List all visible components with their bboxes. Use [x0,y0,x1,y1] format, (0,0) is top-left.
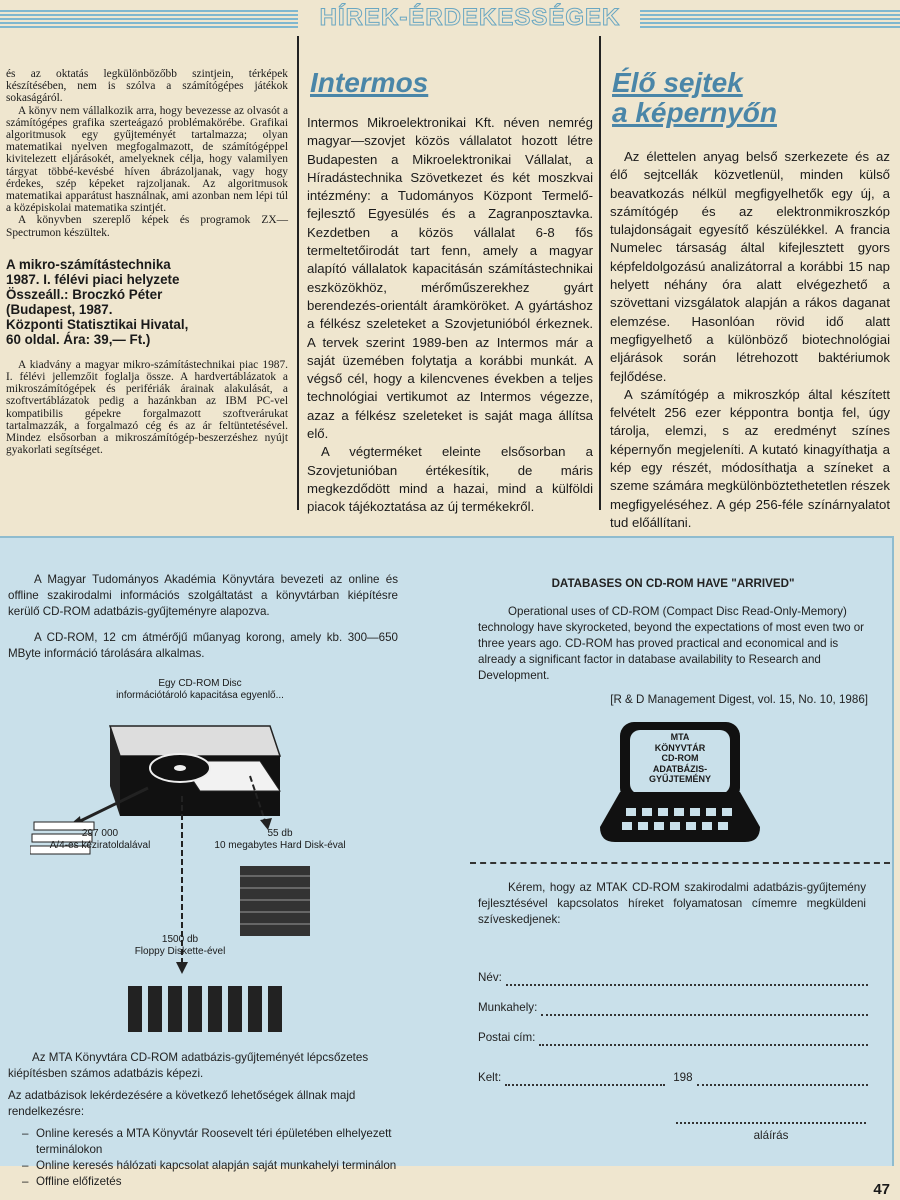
ad-intro [8,572,398,662]
book-heading [6,257,288,347]
signature-line[interactable] [676,1122,866,1124]
label-line: 10 megabytes Hard Disk-éval [214,840,346,851]
workplace-field[interactable] [541,1004,868,1016]
advert-box [0,536,894,1188]
page-number: 47 [873,1181,890,1198]
label-floppy [90,934,270,958]
field-label-date: Kelt: [478,1071,502,1084]
screen-line: MTA [670,732,690,742]
name-field[interactable] [506,974,868,986]
date-place-field[interactable] [505,1074,665,1086]
label-line: 55 db [267,828,293,839]
paragraph: A végterméket eleinte elsősorban a Szovjetunióban értékesítik, de máris megkezdődött mind a hazai, mind a külföldi piacok tájékoztatása az új termékekről. [307,444,593,515]
book-heading-line: 1987. I. félévi piaci helyzete [6,271,180,287]
book-heading-line: (Budapest, 1987. [6,301,113,317]
section-title: HÍREK-ÉRDEKESSÉGEK [319,4,621,31]
list-item-text: Offline előfizetés [36,1175,122,1188]
form-row-address [478,1030,868,1046]
label-line: 297 000 [81,828,119,839]
quote-title: DATABASES ON CD-ROM HAVE "ARRIVED" [551,577,795,590]
screen-line: CD-ROM [661,753,699,763]
paragraph: A könyvben szereplő képek és programok ZX—Spectrumon készültek. [6,214,288,239]
year-prefix: 198 [673,1071,693,1084]
paragraph: A kiadvány a magyar mikro-számítástechnikai piac 1987. I. félévi jellemzőit foglalja össze. A hardvertáblázatok a mikroszámítógépek és perifériák árainak alakulását, a szoftvertáblázatok pedig a hazánkban az IBM PC-vel kompatibilis gépekre forgalmazott szoftverárukat tartalmazzák, a forgalmazó cég és az ár feltüntetésével. Mindez elsősorban a mikroszámítógép-beszerzéshez nyújt gyakorlati segítséget. [6,358,288,457]
caption-line: információtároló kapacitása egyenlő... [116,690,284,701]
header-stripe-left [0,8,298,28]
terminal-screen-text [630,732,730,785]
list-item-text: Online keresés a MTA Könyvtár Roosevelt téri épületében elhelyezett terminálokon [36,1127,392,1156]
ad-english-quote [478,576,868,708]
title-line: a képernyőn [612,97,777,128]
cdrom-diagram [30,676,360,976]
floppy-stack-icon [128,986,293,1032]
paragraph: Az MTA Könyvtára CD-ROM adatbázis-gyűjteményét lépcsőzetes kiépítésben számos adatbázis képezi. [8,1051,369,1080]
label-line: A/4-es kéziratoldalával [49,840,151,851]
paragraph: Az adatbázisok lekérdezésére a következő lehetőségek állnak majd rendelkezésre: [8,1089,356,1118]
form-row-date [478,1070,868,1086]
diagram-caption [90,678,310,702]
screen-line: GYŰJTEMÉNY [648,774,711,784]
paragraph: Intermos Mikroelektronikai Kft. néven nemrég magyar—szovjet közös vállalatot hozott létre Budapesten a Mikroelektronikai Vállalat, a Híradástechnika Szövetkezet és két moszkvai intézmény: a Tudományos Központ Termelő-fejlesztő Egyesülés és a Zagranposztavka. Kezdetben a közös vállalat 6-8 fős termeltetőirodát tart fenn, amely a magyar alapító vállalatok kapacitásán számítástechnikai eszközökhöz, mérőműszerekhez gyárt berendezés-orientált áramköröket. A gyártáshoz a félkész szeleteket a Szovjetunióból érkeznek. A tervek szerint 1989-ben az Intermos már a saját üzemében folytatja a korábbi munkát. A végső cél, hogy a kilencvenes években a teljes technológiai vertikumot az Intermos végezze, azaz a félkész szeleteket is saját maga állítsa elő. [307,115,593,442]
paragraph: A könyv nem vállalkozik arra, hogy bevezesse az olvasót a számítógépes grafika szerteágazó problémakörébe. Grafikai algoritmusok egy gyűjteményét tartalmazza; olyan matematikai nyelven megfogalmazott, de számítógéppel kivitelezett eljárásokét, amelyeknek célja, hogy valamilyen tárgyat többé-kevésbé híven ábrázoljanak, vagy hogy érdekes, szép képeket rajzoljanak. Az algoritmusok matematikai apparátust használnak, ami azonban nem lépi túl a középiskolai matematika szintjét. [6,104,288,215]
field-label-name: Név: [478,971,502,984]
quote-source: [R & D Management Digest, vol. 15, No. 10, 1986] [610,693,868,706]
article-title-intermos: Intermos [310,67,429,98]
column-book-review [6,68,288,456]
book-heading-line: Összeáll.: Broczkó Péter [6,286,163,302]
field-label-address: Postai cím: [478,1031,536,1044]
article-cells [610,148,890,532]
article-title-cells [612,68,777,128]
date-field[interactable] [697,1074,868,1086]
paragraph: A Magyar Tudományos Akadémia Könyvtára bevezeti az online és offline szakirodalmi információs szolgáltatást a könyvtárban kiépítésre kerülő CD-ROM adatbázis-gyűjteményre alapozva. [8,573,398,618]
list-item: – Offline előfizetés [22,1174,398,1190]
paragraph: Az élettelen anyag belső szerkezete és az élő sejtcellák közvetlenül, minden külső beavatkozás nélkül megfigyelhetők egy új, a számítógép és az elektronmikroszkóp tulajdonságait egyesítő készülékkel. A francia Numelec társaság által kifejlesztett gyors képfeldolgozású analizátorral a korábbi 15 nap helyett néhány óra alatt elvégezhető a szövettani vizsgálatok alapján a rákos daganat elemzése. Hasonlóan rövid idő alatt megfigyelhető a különböző biotechnológiai eljárások során létrehozott baktériumok fejlődése. [610,149,890,384]
label-papers [30,828,170,852]
book-heading-line: A mikro-számítástechnika [6,256,171,272]
paragraph: és az oktatás legkülönbözőbb szintjein, térképek készítésében, nem is szólva a számítógépes játékok sokaságáról. [6,68,288,105]
screen-line: KÖNYVTÁR [654,742,706,753]
field-label-workplace: Munkahely: [478,1001,538,1014]
caption-line: Egy CD-ROM Disc [158,678,242,689]
form-row-name [478,970,868,986]
hard-disk-stack-icon [240,866,310,936]
paragraph: A számítógép a mikroszkóp által készített felvételt 256 ezer képpontra bontja fel, úgy tárolja, elemzi, s az eredményt színes képernyőn megjeleníti. A kutató kinagyíthatja a kép egy részét, módosíthatja a színeket a szeme számára megkülönböztethetetlen részek megfigyeléséhez. A gép 256-féle színárnyalatot tud előállítani. [610,386,890,530]
subscription-form-intro [478,880,866,928]
column-rule-2 [599,36,601,510]
screen-line: ADATBÁZIS- [652,763,708,774]
option-list [8,1126,398,1190]
label-hard-disk [200,828,360,852]
paragraph: Kérem, hogy az MTAK CD-ROM szakirodalmi adatbázis-gyűjtemény fejlesztésével kapcsolatos híreket folyamatosan címemre megküldeni szíveskedjenek: [478,881,866,926]
article-intermos [307,114,593,517]
header-stripe-right [640,8,900,28]
paragraph: Operational uses of CD-ROM (Compact Disc Read-Only-Memory) technology have skyrocketed, beyond the expectations of most even two or three years ago. CD-ROM has proved practical and economical and is already a significant factor in database availability to Research and Development. [478,605,865,682]
list-item: – Online keresés a MTA Könyvtár Roosevelt téri épületében elhelyezett terminálokon [22,1126,398,1158]
book-heading-line: 60 oldal. Ára: 39,— Ft.) [6,331,151,347]
label-line: Floppy Diskette-ével [134,946,226,957]
cut-line [470,862,890,864]
address-field[interactable] [539,1034,868,1046]
ad-features [8,1050,398,1190]
book-heading-line: Központi Statisztikai Hivatal, [6,316,189,332]
list-item: – Online keresés hálózati kapcsolat alapján saját munkahelyi terminálon [22,1159,397,1172]
title-line: Élő sejtek [612,67,743,98]
column-rule-1 [297,36,299,510]
list-item-text: Online keresés hálózati kapcsolat alapján saját munkahelyi terminálon [36,1159,397,1172]
paragraph: A CD-ROM, 12 cm átmérőjű műanyag korong, amely kb. 300—650 MByte információ tárolására alkalmas. [8,631,398,660]
label-line: 1500 db [161,934,199,945]
form-row-workplace [478,1000,868,1016]
signature-label: aláírás [753,1129,789,1142]
